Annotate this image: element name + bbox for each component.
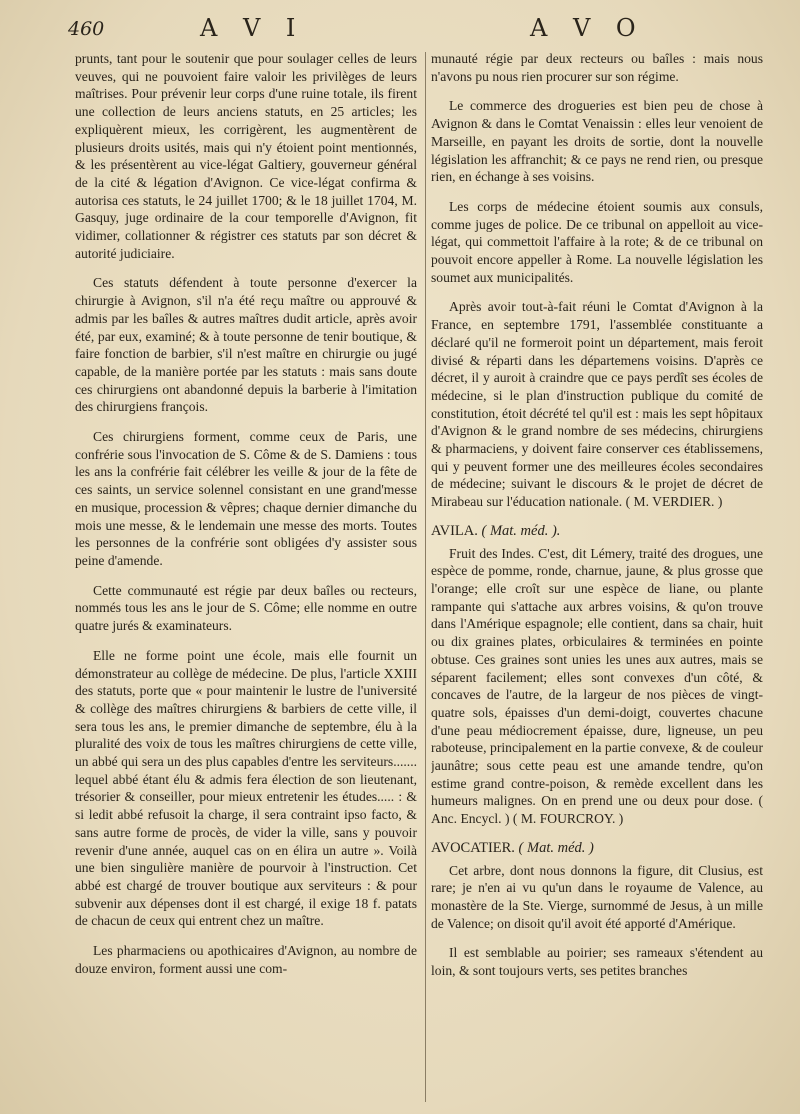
paragraph: Les pharmaciens ou apothicaires d'Avignon, au nombre de douze environ, forment aussi une com- [75,943,417,976]
entry-heading-avocatier [431,840,763,858]
paragraph: Les corps de médecine étoient soumis aux consuls, comme juges de police. De ce tribunal on appelloit au vice-légat, qui commettoit l'affaire à la rote; & de ce tribunal on pouvoit encore appeller à Rome. La nouvelle législation les soumet aux municipalités. [431,198,763,285]
page-header [0,14,800,44]
entry-subject: ( Mat. méd. ). [481,522,561,539]
paragraph: munauté régie par deux recteurs ou baîles : mais nous n'avons pu nous rien procurer sur son régime. [431,51,763,84]
running-head-right: A V O [530,14,645,42]
running-head-left: A V I [200,14,305,42]
paragraph: Il est semblable au poirier; ses rameaux s'étendent au loin, & sont toujours verts, ses petites branches [431,945,763,979]
page-number: 460 [68,18,105,40]
right-column [431,50,763,1110]
entry-subject: ( Mat. méd. ) [518,839,594,856]
paragraph: Cette communauté est régie par deux baîles ou recteurs, nommés tous les ans le jour de S. Côme; elle nomme en outre quatre jurés & examinateurs. [75,582,417,634]
paragraph: Fruit des Indes. C'est, dit Lémery, traité des drogues, une espèce de pomme, ronde, charnue, jaune, & plus grosse que l'orange; elle croît sur une espèce de liane, ou plante rampante qui s'attache aux arbres voisins, & qu'on trouve dans l'Amérique espagnole; elle contient, dans sa chair, huit ou dix graines plates, orbiculaires & terminées en pointe obtuse. Ces graines sont unies les unes aux autres, mais se séparent facilement; elles sont convexes d'un côté, & concaves de l'autre, de la largeur de nos pièces de vingt-quatre sols, épaisses d'un demi-doigt, couvertes chacune d'une peau médiocrement épaisse, dure, ligneuse, un peu raboteuse, principalement en la partie convexe, & de couleur jaunâtre; sous cette peau est une amande tendre, qu'on estime grand contre-poison, & remède excellent dans les humeurs malignes. On en prend une ou deux pour dose. ( Anc. Encycl. ) ( M. FOURCROY. ) [431,545,763,827]
entry-title: AVOCATIER. [431,839,515,856]
paragraph: Cet arbre, dont nous donnons la figure, dit Clusius, est rare; je n'en ai vu qu'un dans le royaume de Valence, au monastère de la Ste. Vierge, surnommé de Jesus, à un mille de Valence; on disoit qu'il avoit été apporté d'Amérique. [431,862,763,931]
paragraph: Elle ne forme point une école, mais elle fournit un démonstrateur au collège de médecine. De plus, l'article XXIII des statuts, porte que « pour maintenir le lustre de l'université & collège des maîtres chirurgiens & barbiers de cette ville, il sera tous les ans, le premier dimanche de septembre, élu à la pluralité des voix de tous les maîtres chirurgiens de cette ville, un abbé qui sera un des plus capables d'entre les serviteurs....... lequel abbé étant élu & admis fera élection de son lieutenant, trésorier & conseiller, pour mieux entretenir les études..... : & si ledit abbé refusoit la charge, il sera contraint ipso facto, & sans autre forme de procès, de vider la ville, sans y pouvoir revenir d'une année, auquel cas on en élira un autre ». Voilà une bien singulière manière de pourvoir à l'instruction. Cet abbé est chargé de trouver boutique aux serviteurs : & pour subvenir aux dépenses dont il est chargé, il exige 18 f. patats de chacun de ceux qui entrent chez un maître. [75,647,417,929]
entry-title: AVILA. [431,522,478,539]
column-divider [425,52,426,1102]
paragraph: Ces chirurgiens forment, comme ceux de Paris, une confrérie sous l'invocation de S. Côme & de S. Damiens : tous les ans la confrérie fait célébrer les veille & jour de la fête de ces saints, un service solennel consistant en une grand'messe en musique, procession & vêpres; chaque dernier dimanche du mois une messe, & le lendemain une messe des morts. Toutes les personnes de la confrérie sont obligées d'y assister sous peine d'amende. [75,429,417,568]
paragraph: Ces statuts défendent à toute personne d'exercer la chirurgie à Avignon, s'il n'a été reçu maître ou approuvé & admis par les baîles & autres maîtres dudit article, après avoir été, par eux, examiné; & à toute personne de tenir boutique, & faire fonction de barbier, s'il n'est maître en chirurgie ou jugé capable, de la manière portée par les statuts : mais sans doute ces chirurgiens ont abandonné depuis la barberie à l'imitation des chirurgiens françois. [75,275,417,415]
paragraph: Après avoir tout-à-fait réuni le Comtat d'Avignon à la France, en septembre 1791, l'assemblée constituante a déclaré qu'il ne formeroit point un département, mais feroit divisé & réparti dans les départemens voisins. D'après ce décret, il y auroit à craindre que ce pays perdît ses écoles de médecine, si le plan d'instruction publique du comité de constitution, étoit décrété tel qu'il est : mais les sept hôpitaux d'Avignon & le grand nombre de ses médecins, chirurgiens & pharmaciens, y doivent faire conserver ces établissemens, qui y peuvent former une des meilleures écoles secondaires de médecine; suivant le discours & le projet de décret de Mirabeau sur l'éducation nationale. ( M. VERDIER. ) [431,299,763,510]
entry-heading-avila [431,523,763,541]
left-column [75,50,417,1110]
paragraph: prunts, tant pour le soutenir que pour soulager celles de leurs veuves, qui ne pouvoient faire valoir les privilèges de leurs maîtrises. Pour prévenir leur corps d'une ruine totale, ils firent une collection de leurs anciens statuts, en 25 articles; les expliquèrent mieux, les corrigèrent, les augmentèrent de plusieurs droits usités, mais qui n'y étoient point mentionnés, & les présentèrent au vice-légat Galtiery, gouverneur général de la cité & légation d'Avignon. Ce vice-légat confirma & autorisa ces statuts, le 24 juillet 1700; & le 18 juillet 1704, M. Gasquy, juge ordinaire de la cour temporelle d'Avignon, fit vidimer, collationner & régistrer ces statuts par son décret & autorité judiciaire. [75,51,417,261]
paragraph: Le commerce des drogueries est bien peu de chose à Avignon & dans le Comtat Venaissin : elles leur venoient de Marseille, en payant les droits de sortie, dont la nouvelle législation les affranchit; & ce pays ne rend rien, ou presque rien, en échange à ses voisins. [431,98,763,185]
